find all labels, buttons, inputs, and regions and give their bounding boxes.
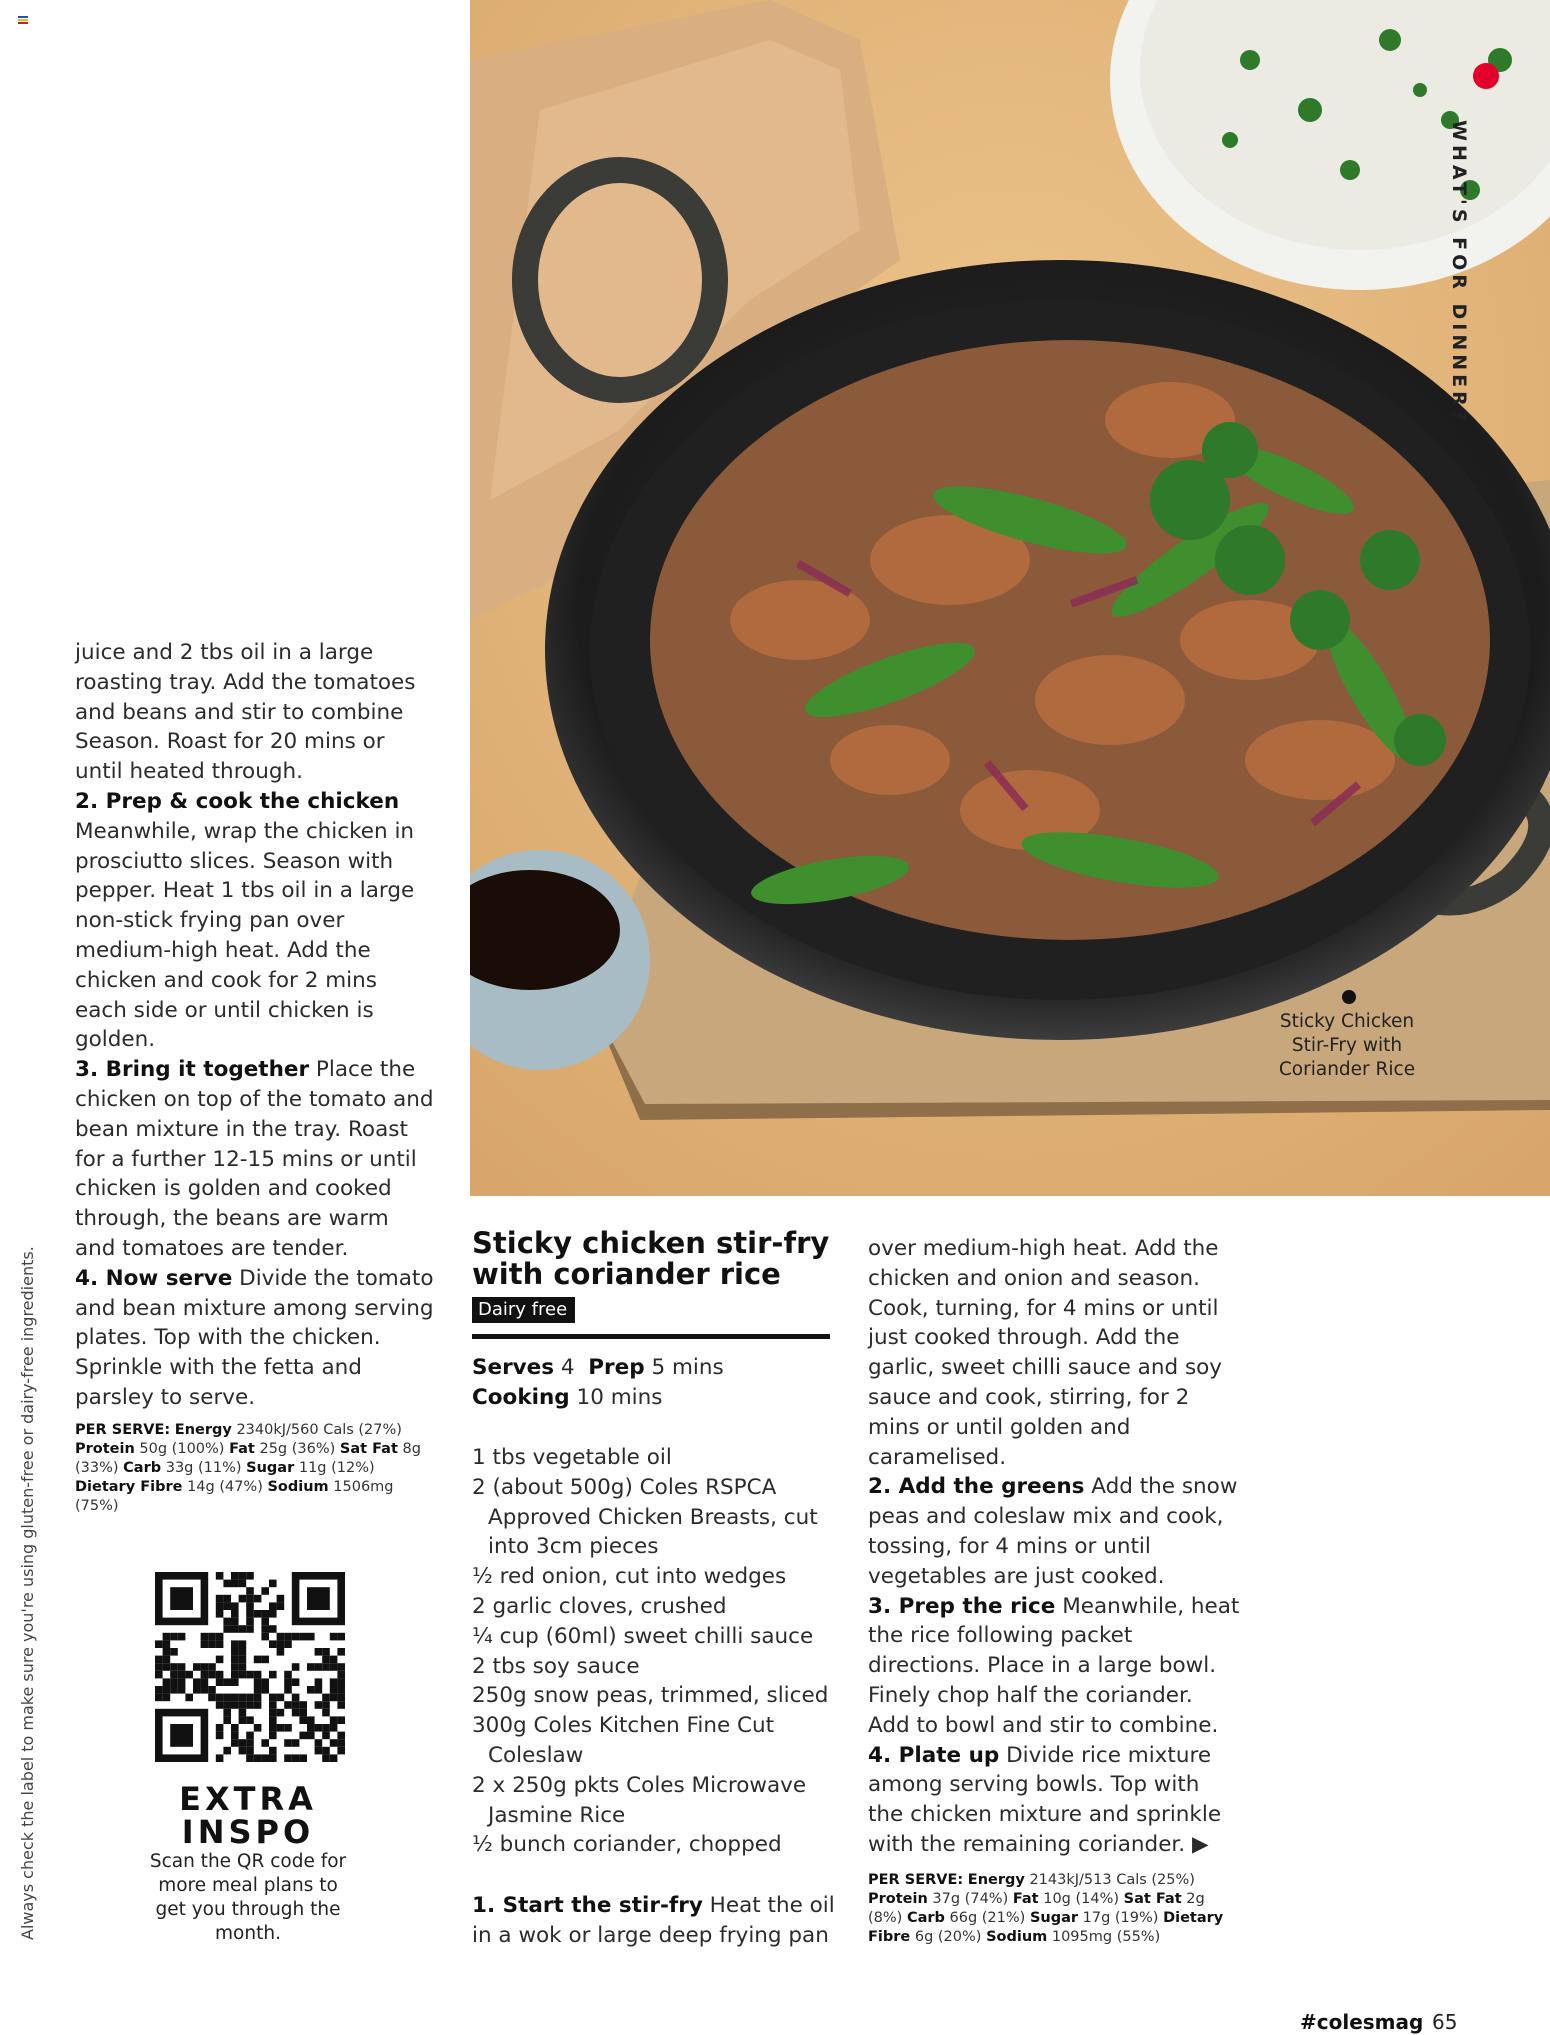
nutrient-label: Fat [1012, 1891, 1039, 1907]
nutrient-label: Protein [75, 1441, 135, 1457]
recipe-nutrition-info [868, 1871, 1240, 1947]
meta-label: Prep [588, 1355, 645, 1380]
nutrient-value: 2340kJ/560 Cals (27%) [236, 1422, 402, 1438]
nutrition-label: PER SERVE: [75, 1422, 171, 1438]
nutrient-value: 2143kJ/513 Cals (25%) [1029, 1872, 1195, 1888]
side-note: Always check the label to make sure you're using gluten-free or dairy-free ingredients. [18, 1246, 37, 1940]
nutrient-label: Sugar [1029, 1910, 1079, 1926]
caption-line: Sticky Chicken [1279, 1011, 1415, 1032]
nutrient-value: 66g (21%) [949, 1910, 1026, 1926]
step-body: Divide the tomato and bean mixture among serving plates. Top with the chicken. Sprinkle with the fetta and parsley to serve. [75, 1265, 434, 1410]
step-heading: 3. Bring it together [75, 1057, 310, 1083]
nutrient-label: Carb [123, 1460, 162, 1476]
nutrient-label: Carb [906, 1910, 945, 1926]
method-step [868, 1741, 1240, 1860]
step-body: Meanwhile, wrap the chicken in prosciutto slices. Season with pepper. Heat 1 tbs oil in a large non-stick frying pan over medium-high heat. Add the chicken and cook for 2 mins each side or until chicken is golden. [75, 818, 415, 1053]
caption-line: Coriander Rice [1278, 1059, 1416, 1080]
method-step [75, 1055, 435, 1264]
recipe-method [868, 1234, 1240, 1860]
meta-value: 4 [560, 1355, 575, 1380]
page-number: 65 [1432, 2010, 1458, 2034]
method-step [75, 787, 435, 1055]
step-body: Meanwhile, heat the rice following packet directions. Place in a large bowl. Finely chop half the coriander. Add to bowl and stir to combine. [868, 1593, 1240, 1738]
nutrient-label: Energy [174, 1422, 232, 1438]
nutrient-label: Sat Fat [339, 1441, 398, 1457]
section-dot [1473, 63, 1499, 89]
ingredient-item: 2 garlic cloves, crushed [472, 1593, 727, 1619]
left-nutrition-info [75, 1421, 435, 1516]
extra-inspo-desc: Scan the QR code for more meal plans to get you through the month. [149, 1851, 347, 1944]
section-label: WHAT'S FOR DINNER? [1448, 120, 1470, 425]
method-paragraph: juice and 2 tbs oil in a large roasting tray. Add the tomatoes and beans and stir to combine Season. Roast for 20 mins or until heated through. [75, 640, 416, 785]
qr-code-icon[interactable] [155, 1572, 345, 1762]
step-heading: 4. Plate up [868, 1742, 1000, 1768]
ingredient-item: ½ bunch coriander, chopped [472, 1832, 782, 1858]
nutrient-value: 37g (74%) [932, 1891, 1009, 1907]
photo-caption [1262, 1010, 1432, 1082]
step-heading: 1. Start the stir-fry [472, 1893, 703, 1918]
nutrient-value: 6g (20%) [914, 1929, 982, 1945]
method-step-1 [472, 1891, 842, 1951]
meta-value: 5 mins [651, 1355, 724, 1380]
step-heading: 2. Prep & cook the chicken [75, 788, 400, 814]
step-body: Heat the oil in a wok or large deep frying pan [472, 1893, 835, 1948]
left-recipe-method [75, 638, 435, 1413]
method-paragraph: over medium-high heat. Add the chicken and onion and season. Cook, turning, for 4 mins or until just cooked through. Add the garlic, sweet chilli sauce and soy sauce and cook, stirring, for 2 mins or until golden and caramelised. [868, 1236, 1223, 1470]
nutrient-value: 17g (19%) [1082, 1910, 1159, 1926]
ingredient-item: 2 (about 500g) Coles RSPCA Approved Chicken Breasts, cut into 3cm pieces [472, 1474, 818, 1560]
step-body: Place the chicken on top of the tomato and bean mixture in the tray. Roast for a further 12-15 mins or until chicken is golden and cooked through, the beans are warm and tomatoes are tender. [75, 1057, 434, 1261]
nutrient-label: Dietary Fibre [75, 1479, 183, 1495]
ingredient-item: ½ red onion, cut into wedges [472, 1564, 787, 1590]
step-heading: 2. Add the greens [868, 1474, 1085, 1500]
nutrition-label: PER SERVE: [868, 1872, 964, 1888]
title-rule [472, 1334, 830, 1339]
nutrient-value: 1506mg (75%) [75, 1479, 394, 1514]
nutrient-label: Energy [967, 1872, 1025, 1888]
step-heading: 4. Now serve [75, 1265, 233, 1291]
nutrient-value: 10g (14%) [1043, 1891, 1120, 1907]
method-step [75, 1264, 435, 1413]
ingredient-item: 250g snow peas, trimmed, sliced [472, 1683, 829, 1709]
nutrient-label: Sugar [246, 1460, 295, 1476]
nutrient-value: 33g (11%) [165, 1460, 242, 1476]
meta-label: Serves [472, 1355, 555, 1380]
extra-title-line: EXTRA [179, 1780, 317, 1818]
recipe-meta [472, 1353, 842, 1413]
nutrient-value: 11g (12%) [298, 1460, 375, 1476]
ingredient-item: 300g Coles Kitchen Fine Cut Coleslaw [472, 1713, 775, 1768]
nutrient-label: Dietary Fibre [868, 1910, 1224, 1945]
ingredient-item: 2 tbs soy sauce [472, 1653, 640, 1679]
dietary-badge: Dairy free [472, 1297, 575, 1323]
footer-hashtag: #colesmag [1300, 2010, 1424, 2034]
ingredient-item: 1 tbs vegetable oil [472, 1445, 672, 1470]
nutrient-value: 8g (33%) [75, 1441, 421, 1476]
nutrient-value: 1095mg (55%) [1051, 1929, 1161, 1945]
nutrient-label: Sodium [267, 1479, 329, 1495]
extra-title-line: INSPO [181, 1813, 315, 1851]
caption-line: Stir-Fry with [1291, 1035, 1403, 1056]
step-body: Add the snow peas and coleslaw mix and cook, tossing, for 4 mins or until vegetables are just cooked. [868, 1474, 1238, 1589]
nutrient-label: Protein [868, 1891, 928, 1907]
nutrient-value: 14g (47%) [187, 1479, 263, 1495]
ingredient-item: 2 x 250g pkts Coles Microwave Jasmine Rice [472, 1772, 807, 1828]
corner-mark-icon [18, 16, 28, 24]
recipe-title: Sticky chicken stir-fry with coriander rice [472, 1226, 830, 1291]
step-heading: 3. Prep the rice [868, 1593, 1056, 1619]
method-step [868, 1472, 1240, 1591]
nutrient-label: Sodium [986, 1929, 1048, 1945]
nutrient-label: Sat Fat [1123, 1891, 1182, 1907]
nutrient-value: 2g (8%) [868, 1891, 1205, 1926]
ingredient-item: ¼ cup (60ml) sweet chilli sauce [472, 1623, 814, 1649]
ingredients-list [472, 1443, 842, 1860]
nutrient-value: 25g (36%) [259, 1441, 336, 1457]
meta-label: Cooking [472, 1384, 570, 1410]
nutrient-value: 50g (100%) [139, 1441, 225, 1457]
caption-dot [1342, 990, 1356, 1004]
extra-inspo-title [148, 1780, 348, 1851]
method-step [868, 1592, 1240, 1741]
meta-value: 10 mins [576, 1384, 663, 1410]
nutrient-label: Fat [229, 1441, 255, 1457]
step-body: Divide rice mixture among serving bowls. Top with the chicken mixture and sprinkle with the remaining coriander. ▶ [868, 1742, 1222, 1857]
